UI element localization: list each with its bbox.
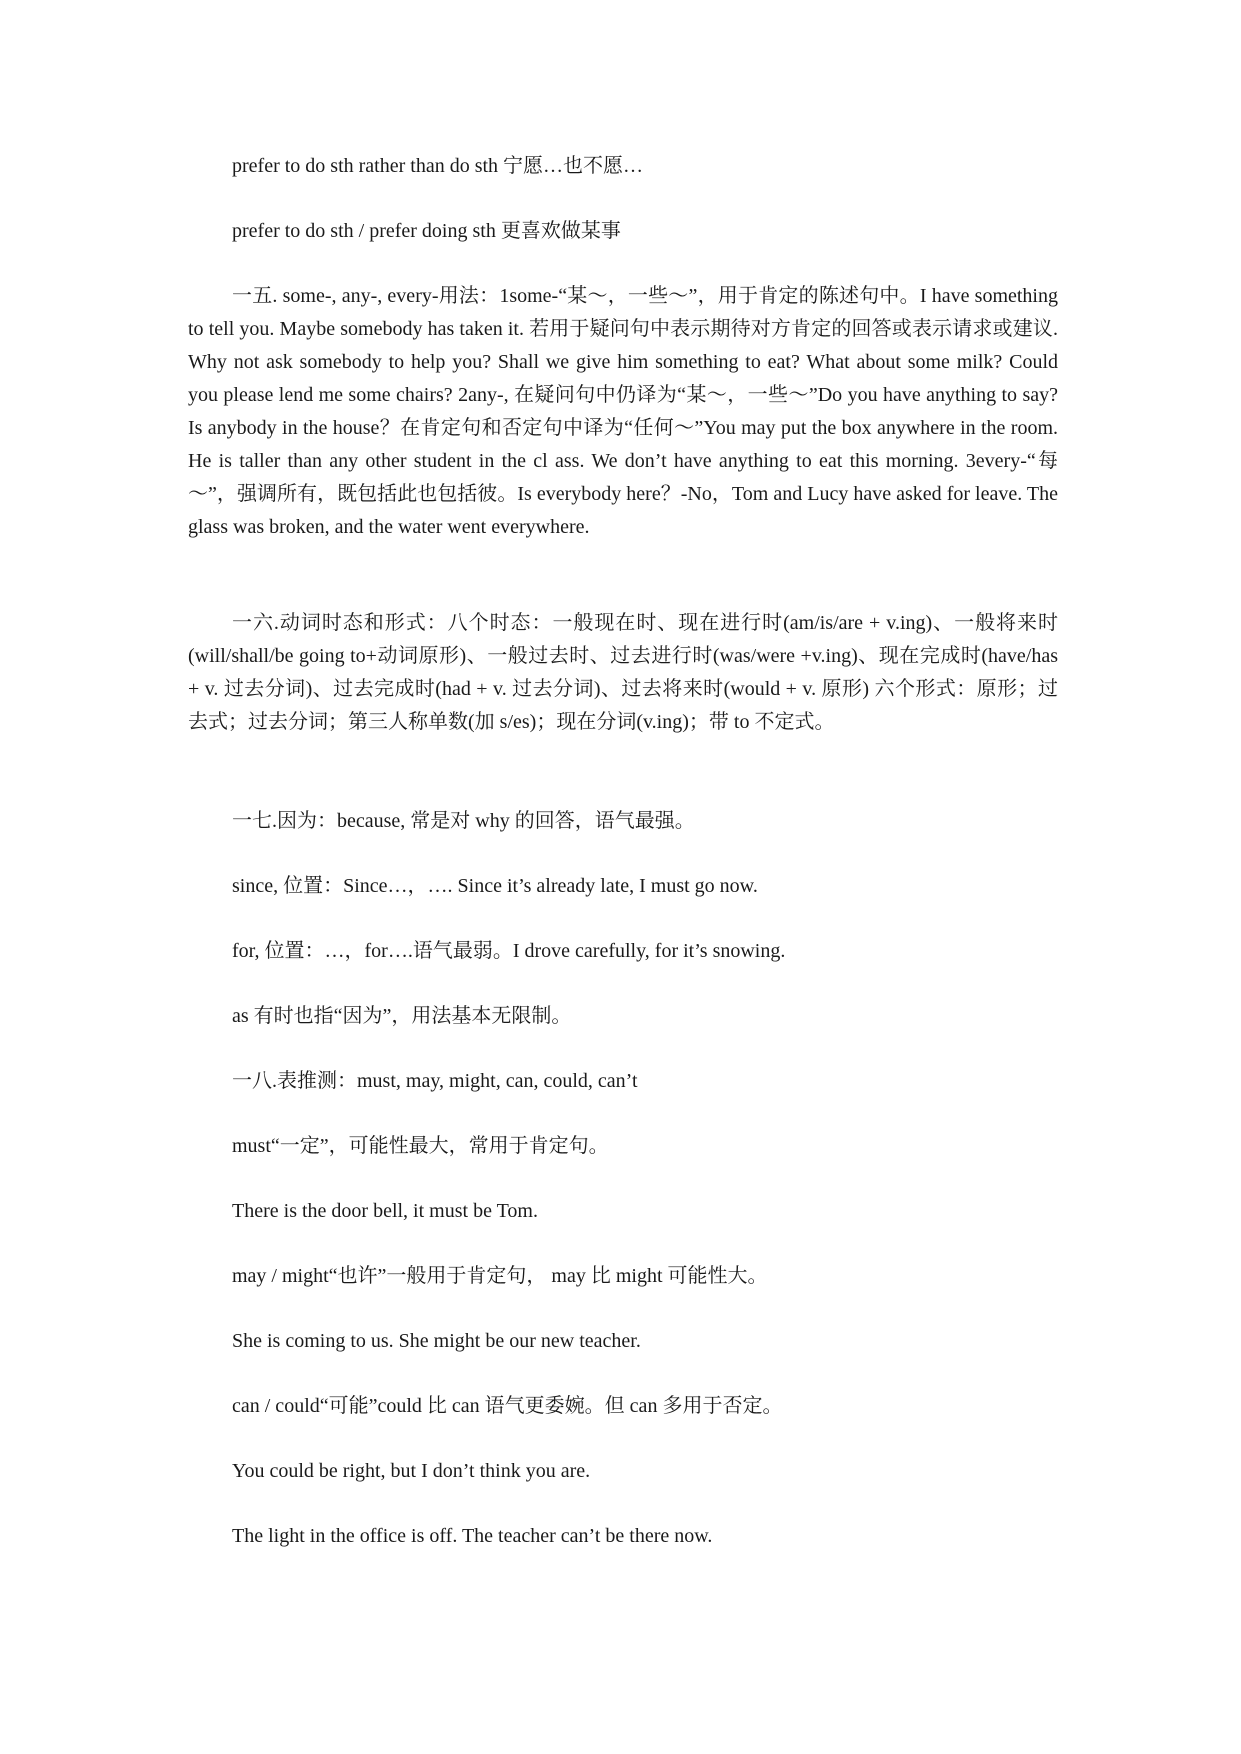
- paragraph-since: since, 位置：Since…，…. Since it’s already late, I must go now.: [232, 875, 758, 897]
- paragraph-some-any-every: 一五. some-, any-, every-用法：1some-“某～，一些～”，用于肯定的陈述句中。I have something to tell you. Maybe somebody has taken it. 若用于疑问句中表示期待对方肯定的回答或表示请求或建议. Why not ask somebody to help you? Shall we give him something to eat? What about some milk? Could you please lend me some chairs? 2any-, 在疑问句中仍译为“某～，一些～”Do you have anything to say? Is anybody in the house？在肯定句和否定句中译为“任何～”You may put the box anywhere in the room. He is taller than any other student in the cl ass. We don’t have anything to eat this morning. 3every-“每～”，强调所有，既包括此也包括彼。Is everybody here？-No，Tom and Lucy have asked for leave. The glass was broken, and the water went everywhere.: [188, 285, 1058, 538]
- paragraph-as: as 有时也指“因为”，用法基本无限制。: [232, 1005, 572, 1027]
- paragraph-for: for, 位置：…，for….语气最弱。I drove carefully, for it’s snowing.: [232, 940, 786, 962]
- paragraph-prefer-doing: prefer to do sth / prefer doing sth 更喜欢做某事: [232, 220, 621, 242]
- paragraph-cant-example: The light in the office is off. The teacher can’t be there now.: [232, 1525, 713, 1547]
- paragraph-could-example: You could be right, but I don’t think you are.: [232, 1460, 591, 1482]
- paragraph-may-might: may / might“也许”一般用于肯定句， may 比 might 可能性大。: [232, 1265, 768, 1287]
- paragraph-modal-inference: 一八.表推测：must, may, might, can, could, can’t: [232, 1070, 638, 1092]
- paragraph-must-example: There is the door bell, it must be Tom.: [232, 1200, 538, 1222]
- paragraph-might-example: She is coming to us. She might be our new teacher.: [232, 1330, 641, 1352]
- paragraph-verb-tenses: 一六.动词时态和形式：八个时态：一般现在时、现在进行时(am/is/are + v.ing)、一般将来时(will/shall/be going to+动词原形)、一般过去时、过去进行时(was/were +v.ing)、现在完成时(have/has + v. 过去分词)、过去完成时(had + v. 过去分词)、过去将来时(would + v. 原形) 六个形式：原形；过去式；过去分词；第三人称单数(加 s/es)；现在分词(v.ing)；带 to 不定式。: [188, 612, 1058, 733]
- paragraph-because: 一七.因为：because, 常是对 why 的回答，语气最强。: [232, 810, 695, 832]
- paragraph-must: must“一定”，可能性最大，常用于肯定句。: [232, 1135, 609, 1157]
- paragraph-prefer-rather-than: prefer to do sth rather than do sth 宁愿…也不愿…: [232, 155, 644, 177]
- paragraph-can-could: can / could“可能”could 比 can 语气更委婉。但 can 多用于否定。: [232, 1395, 783, 1417]
